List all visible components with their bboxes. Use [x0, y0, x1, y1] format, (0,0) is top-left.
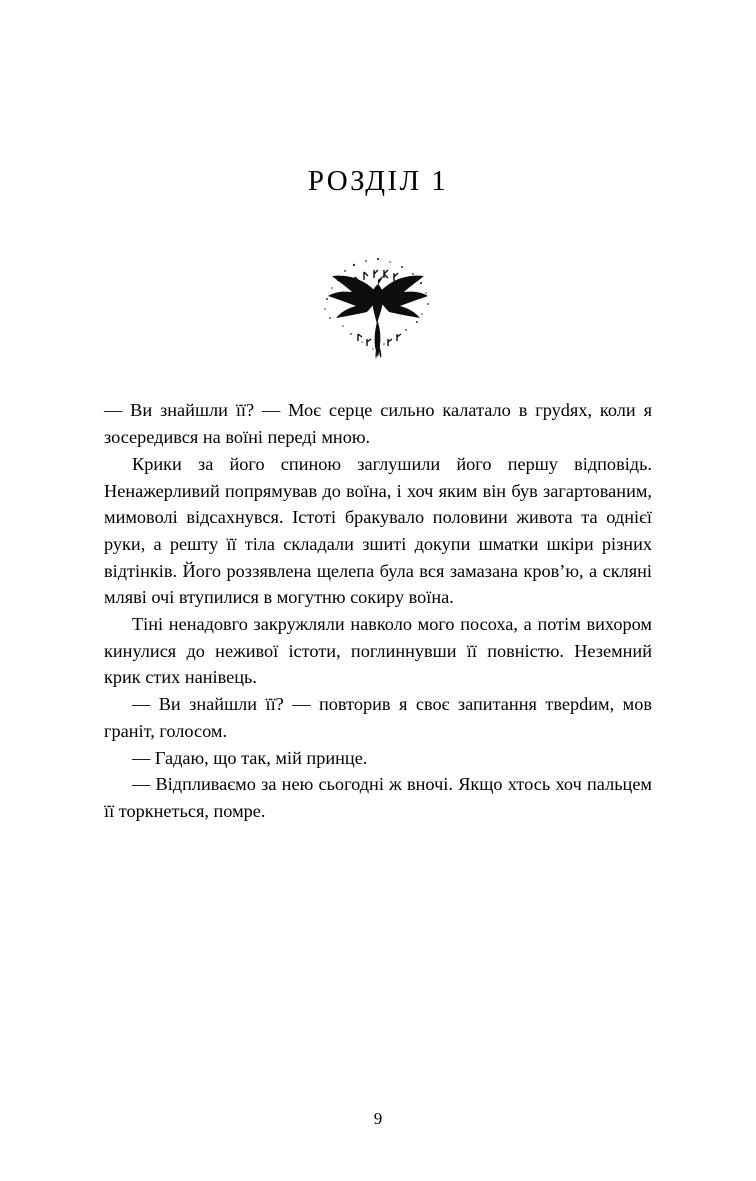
- paragraph: — Ви знайшли її? — повторив я своє запитання тверdим, мов граніт, голосом.: [104, 694, 652, 741]
- paragraph: Тіні ненадовго закружляли навколо мого посоха, а потім вихором кинулися до неживої істоти, поглиннувши її повністю. Неземний крик стих нанівець.: [104, 614, 652, 688]
- paragraph: — Відпливаємо за нею сьогодні ж вночі. Якщо хтось хоч пальцем її торкнеться, помре.: [104, 774, 652, 821]
- ornament-container: [0, 251, 756, 361]
- page-number: 9: [373, 1109, 383, 1128]
- raven-runes-ornament: [318, 254, 438, 359]
- paragraph: — Ви знайшли її? — Моє серце сильно калатало в груdях, коли я зосередився на воїні переді мною.: [104, 400, 652, 448]
- page-title: РОЗДІЛ 1: [307, 165, 449, 197]
- chapter-body: [104, 397, 652, 824]
- paragraph: — Гадаю, що так, мій принце.: [132, 747, 368, 768]
- paragraph: Крики за його спиною заглушили його першу відповідь. Ненажерливий попрямував до воїна, і хоч яким він був загартованим, мимоволі відсахнувся. Істоті бракувало половини живота та однієї руки, а решту її тіла складали зшиті докупи шматки шкіри різних відтінків. Його роззявлена щелепа була вся замазана кров’ю, а скляні мляві очі втупилися в могутню сокиру воїна.: [104, 453, 652, 608]
